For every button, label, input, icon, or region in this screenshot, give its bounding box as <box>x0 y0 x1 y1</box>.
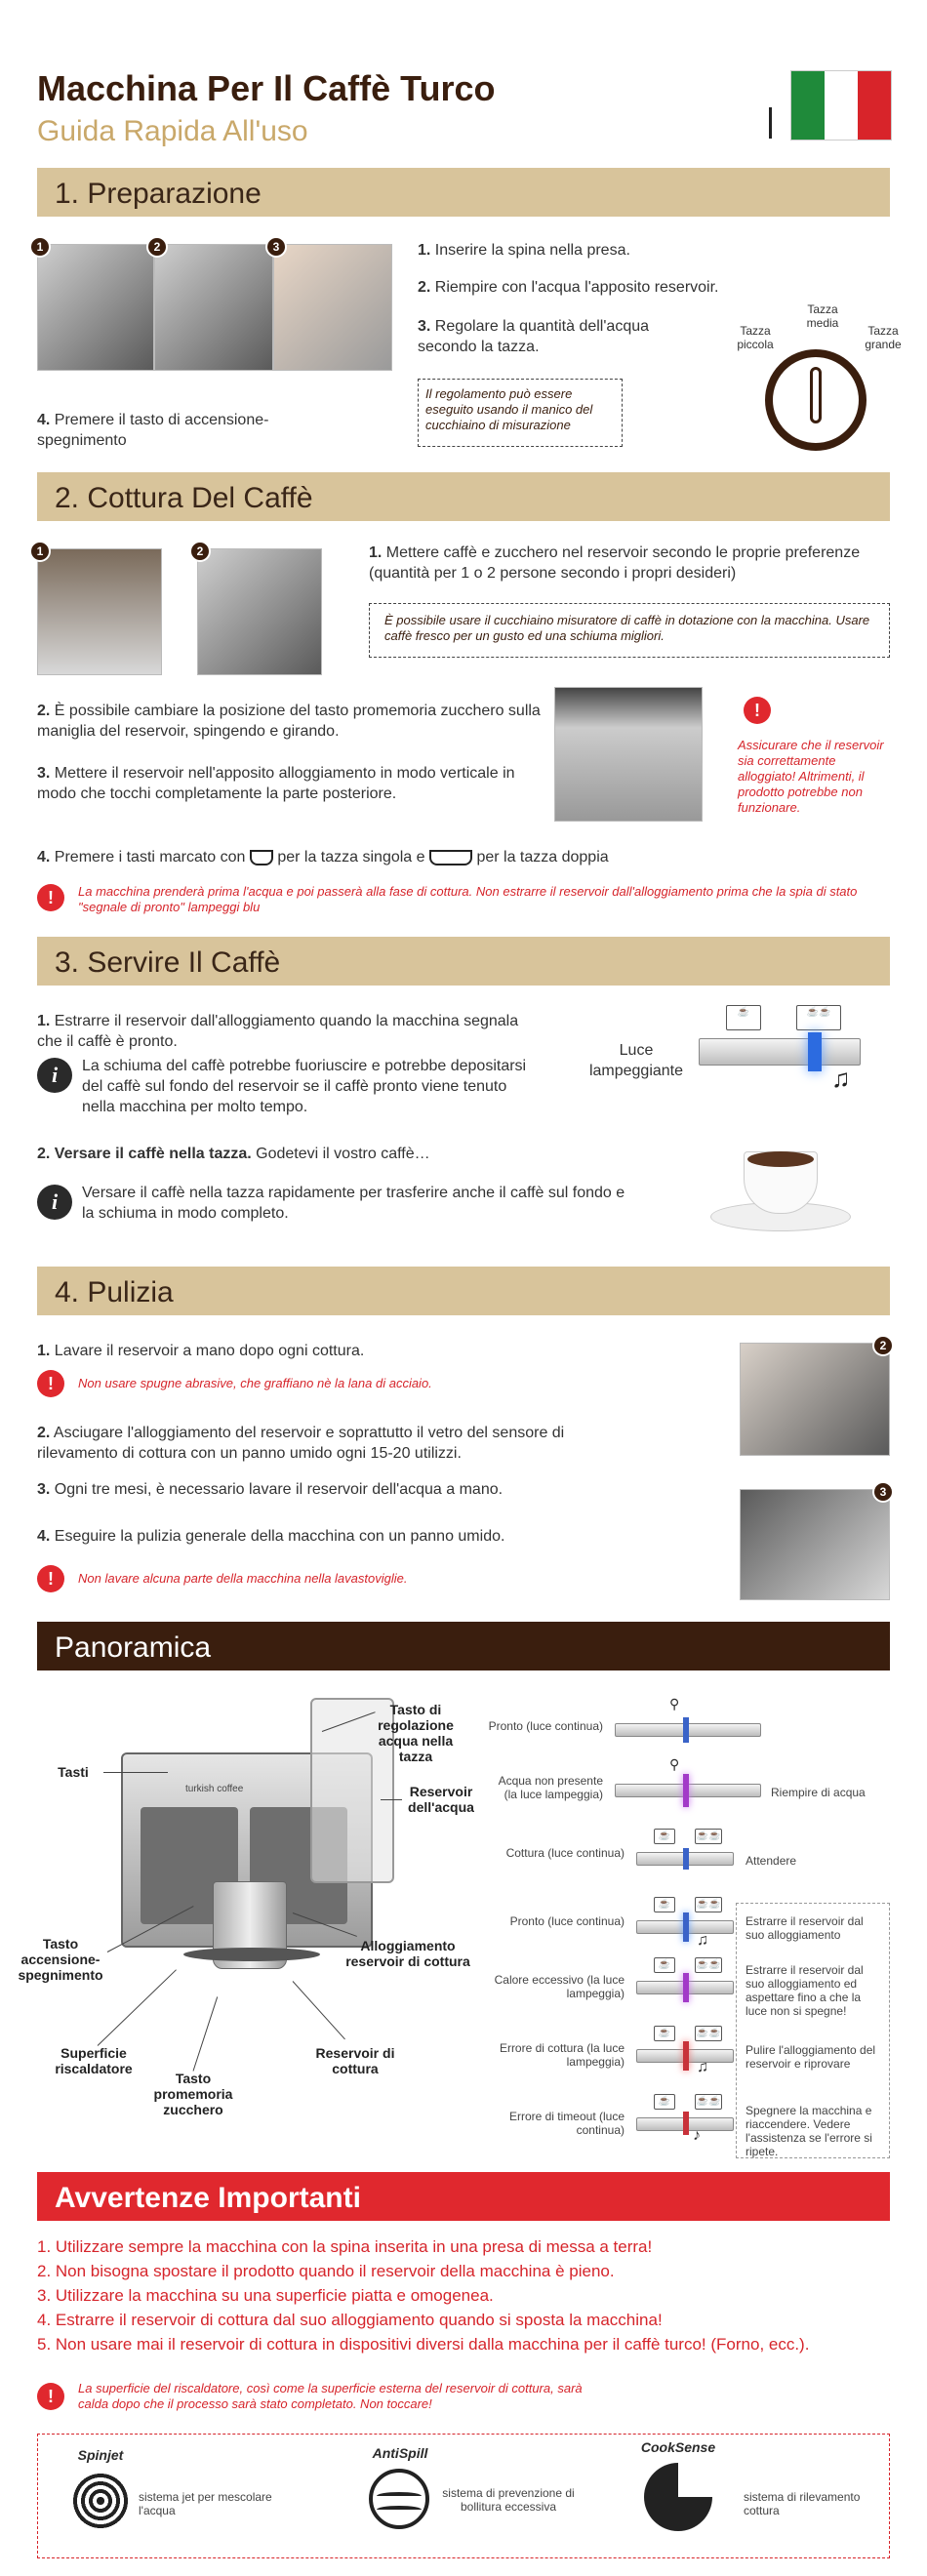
pour-icon: ⚲ <box>669 1756 680 1772</box>
machine-brand-label: turkish coffee <box>185 1784 244 1794</box>
cook-step-3: 3. Mettere il reservoir nell'apposito alloggiamento in modo verticale in modo che tocchi completamente la parte posteriore. <box>37 765 515 802</box>
state-light <box>683 1848 689 1870</box>
state-light <box>683 1973 689 2002</box>
state-label: Calore eccessivo (la luce lampeggia) <box>494 1973 625 2000</box>
warning-icon: ! <box>37 884 64 911</box>
warning-item: 4. Estrarre il reservoir di cottura dal suo alloggiamento quando si sposta la macchina! <box>37 2311 663 2329</box>
section-heading-preparazione: 1. Preparazione <box>37 168 890 217</box>
clean-warning-1: Non usare spugne abrasive, che graffiano nè la lana di acciaio. <box>78 1376 432 1390</box>
leader-line <box>193 1996 219 2071</box>
label-reservoir-cottura: Reservoir di cottura <box>315 2045 395 2076</box>
state-light <box>683 2112 689 2135</box>
clean-step-3: 3. Ogni tre mesi, è necessario lavare il reservoir dell'acqua a mano. <box>37 1481 504 1498</box>
leader-line <box>103 1772 168 1773</box>
state-action: Riempire di acqua <box>771 1786 866 1799</box>
state-label: Errore di timeout (luce continua) <box>508 2110 625 2137</box>
state-light <box>683 1774 689 1807</box>
state-light <box>683 1912 689 1942</box>
label-accensione: Tasto accensione-spegnimento <box>18 1936 103 1983</box>
step-number-badge: 3 <box>872 1481 894 1503</box>
double-cup-icon: ☕☕ <box>695 1897 722 1912</box>
warning-item: 5. Non usare mai il reservoir di cottura in dispositivi diversi dalla macchina per il caffè turco! (Forno, ecc.). <box>37 2335 810 2354</box>
step-number-badge: 1 <box>29 541 51 562</box>
state-label: Errore di cottura (la luce lampeggia) <box>499 2041 625 2069</box>
state-label: Acqua non presente (la luce lampeggia) <box>498 1774 603 1801</box>
double-cup-icon: ☕☕ <box>796 1005 841 1030</box>
single-cup-icon <box>250 850 273 865</box>
state-action: Estrarre il reservoir dal suo alloggiamento <box>746 1914 864 1942</box>
cook-note: È possibile usare il cucchiaino misuratore di caffè in dotazione con la macchina. Usare caffè fresco per un gusto ed una schiuma migliori. <box>384 613 870 643</box>
heater-plate-illustration <box>183 1948 320 1961</box>
prep-photo-1 <box>37 244 154 371</box>
single-cup-icon: ☕ <box>654 1897 675 1912</box>
single-cup-icon: ☕ <box>654 1829 675 1844</box>
feature-name: Spinjet <box>77 2447 124 2463</box>
step-number-badge: 2 <box>872 1335 894 1356</box>
step-number-badge: 2 <box>146 236 168 258</box>
feature-desc: sistema di rilevamento cottura <box>744 2490 861 2517</box>
music-note-icon: ♫ <box>697 1932 708 1949</box>
state-label: Cottura (luce continua) <box>505 1846 625 1860</box>
music-note-icon: ♫ <box>697 2059 708 2075</box>
state-action: Attendere <box>746 1854 797 1868</box>
label-reservoir-acqua: Reservoir dell'acqua <box>408 1784 474 1815</box>
pour-icon: ⚲ <box>669 1696 680 1711</box>
coffee-cup-photo <box>710 1142 851 1235</box>
double-cup-icon: ☕☕ <box>695 1957 722 1973</box>
clean-photo-3 <box>740 1489 890 1600</box>
dial-label-medium: Tazza media <box>806 302 839 330</box>
clean-warning-2: Non lavare alcuna parte della macchina nella lavastoviglie. <box>78 1571 408 1586</box>
water-dial-icon <box>765 349 867 451</box>
label-superficie: Superficie riscaldatore <box>55 2045 133 2076</box>
feature-desc: sistema di prevenzione di bollitura eccessiva <box>442 2486 575 2514</box>
antispill-icon <box>369 2469 429 2529</box>
dial-label-small: Tazza piccola <box>737 324 774 351</box>
section-heading-avvertenze: Avvertenze Importanti <box>37 2172 890 2221</box>
cook-step-1: 1. Mettere caffè e zucchero nel reservoir secondo le proprie preferenze (quantità per 1 o 2 persone secondo i propri desideri) <box>369 544 861 582</box>
cook-photo-1 <box>37 548 162 675</box>
section-heading-servire: 3. Servire Il Caffè <box>37 937 890 986</box>
step-number-badge: 2 <box>189 541 211 562</box>
single-cup-icon: ☕ <box>726 1005 761 1030</box>
cook-warning: La macchina prenderà prima l'acqua e poi passerà alla fase di cottura. Non estrarre il reservoir dall'alloggiamento prima che la spia di stato "segnale di pronto" lampeggi blu <box>78 884 858 914</box>
italy-flag-icon <box>790 70 892 141</box>
state-action: Pulire l'alloggiamento del reservoir e riprovare <box>746 2043 876 2071</box>
cook-photo-2 <box>197 548 322 675</box>
double-cup-icon: ☕☕ <box>695 1829 722 1844</box>
cook-step-2: 2. È possibile cambiare la posizione del tasto promemoria zucchero sulla maniglia del reservoir, spingendo e girando. <box>37 703 541 740</box>
state-label: Pronto (luce continua) <box>488 1719 603 1733</box>
feature-desc: sistema jet per mescolare l'acqua <box>139 2490 272 2517</box>
cooksense-icon <box>644 2463 712 2531</box>
flag-divider <box>769 107 772 139</box>
state-action: Estrarre il reservoir dal suo alloggiamento ed aspettare fino a che la luce non si spegne! <box>746 1963 864 2018</box>
feature-name: CookSense <box>640 2439 716 2455</box>
step-number-badge: 1 <box>29 236 51 258</box>
section-heading-panoramica: Panoramica <box>37 1622 890 1670</box>
label-alloggiamento: Alloggiamento reservoir di cottura <box>345 1938 470 1969</box>
state-action: Spegnere la macchina e riaccendere. Vedere l'assistenza se l'errore si ripete. <box>746 2104 872 2158</box>
blue-light-icon <box>808 1032 822 1071</box>
warning-icon: ! <box>744 697 771 724</box>
status-light-bar <box>699 1038 861 1066</box>
warnings-list <box>37 2234 890 2356</box>
light-label: Luce lampeggiante <box>588 1042 684 1079</box>
cook-step-4: 4. Premere i tasti marcato con per la tazza singola e per la tazza doppia <box>37 849 609 865</box>
section-heading-pulizia: 4. Pulizia <box>37 1267 890 1315</box>
warning-icon: ! <box>37 2383 64 2410</box>
info-icon: i <box>37 1185 72 1220</box>
warning-item: 1. Utilizzare sempre la macchina con la spina inserita in una presa di messa a terra! <box>37 2237 653 2256</box>
single-cup-icon: ☕ <box>654 2094 675 2110</box>
single-cup-icon: ☕ <box>654 1957 675 1973</box>
leader-line <box>381 1799 402 1800</box>
cook-side-warning: Assicurare che il reservoir sia correttamente alloggiato! Altrimenti, il prodotto potrebbe non funzionare. <box>738 738 884 815</box>
warning-item: 2. Non bisogna spostare il prodotto quando il reservoir della macchina è pieno. <box>37 2262 615 2280</box>
section-heading-cottura: 2. Cottura Del Caffè <box>37 472 890 521</box>
label-tasti: Tasti <box>58 1764 89 1780</box>
clean-step-1: 1. Lavare il reservoir a mano dopo ogni cottura. <box>37 1343 365 1359</box>
info-icon: i <box>37 1058 72 1093</box>
prep-step-4: 4. Premere il tasto di accensione-spegnimento <box>37 412 269 449</box>
spinjet-icon <box>70 2471 131 2531</box>
prep-step-2: 2. Riempire con l'acqua l'apposito reservoir. <box>418 279 719 296</box>
prep-photo-2 <box>154 244 273 371</box>
page-title: Macchina Per Il Caffè Turco <box>37 68 496 108</box>
leader-line <box>293 1981 345 2039</box>
label-regolazione: Tasto di regolazione acqua nella tazza <box>378 1702 454 1764</box>
label-promemoria: Tasto promemoria zucchero <box>153 2071 233 2117</box>
music-note-icon: ♪ <box>693 2127 701 2144</box>
double-cup-icon: ☕☕ <box>695 2094 722 2110</box>
serve-info-2: Versare il caffè nella tazza rapidamente per trasferire anche il caffè sul fondo e la schiuma in modo completo. <box>82 1185 625 1222</box>
warning-icon: ! <box>37 1370 64 1397</box>
clean-photo-2 <box>740 1343 890 1456</box>
warning-item: 3. Utilizzare la macchina su una superficie piatta e omogenea. <box>37 2286 494 2305</box>
clean-step-4: 4. Eseguire la pulizia generale della macchina con un panno umido. <box>37 1528 505 1545</box>
state-light <box>683 2041 689 2071</box>
machine-photo <box>554 687 703 822</box>
warning-icon: ! <box>37 1565 64 1592</box>
prep-step-3: 3. Regolare la quantità dell'acqua secondo la tazza. <box>418 318 650 355</box>
feature-name: AntiSpill <box>372 2445 428 2461</box>
prep-photo-3 <box>273 244 392 371</box>
prep-step-1: 1. Inserire la spina nella presa. <box>418 242 630 259</box>
state-light <box>683 1717 689 1743</box>
double-cup-icon <box>429 850 472 865</box>
states-box-border <box>736 1903 890 2158</box>
serve-step-1: 1. Estrarre il reservoir dall'alloggiamento quando la macchina segnala che il caffè è pronto. <box>37 1013 519 1050</box>
hot-warning: La superficie del riscaldatore, così come la superficie esterna del reservoir di cottura, sarà calda dopo che il processo sarà stato completato. Non toccare! <box>78 2381 583 2411</box>
double-cup-icon: ☕☕ <box>695 2026 722 2041</box>
single-cup-icon: ☕ <box>654 2026 675 2041</box>
state-label: Pronto (luce continua) <box>509 1914 625 1928</box>
dial-label-large: Tazza grande <box>865 324 902 351</box>
serve-step-2: 2. Versare il caffè nella tazza. Godetevi il vostro caffè… <box>37 1146 430 1162</box>
serve-info-1: La schiuma del caffè potrebbe fuoriuscire e potrebbe depositarsi del caffè sul fondo del reservoir se il caffè pronto viene tenuto nella macchina per molto tempo. <box>82 1058 527 1115</box>
clean-step-2: 2. Asciugare l'alloggiamento del reservoir e soprattutto il vetro del sensore di rilevamento di cottura con un panno umido ogni 15-20 utilizzi. <box>37 1425 565 1462</box>
prep-note: Il regolamento può essere eseguito usando il manico del cucchiaino di misurazione <box>425 386 593 432</box>
step-number-badge: 3 <box>265 236 287 258</box>
music-note-icon: ♫ <box>831 1064 851 1093</box>
page-subtitle: Guida Rapida All'uso <box>37 115 308 147</box>
